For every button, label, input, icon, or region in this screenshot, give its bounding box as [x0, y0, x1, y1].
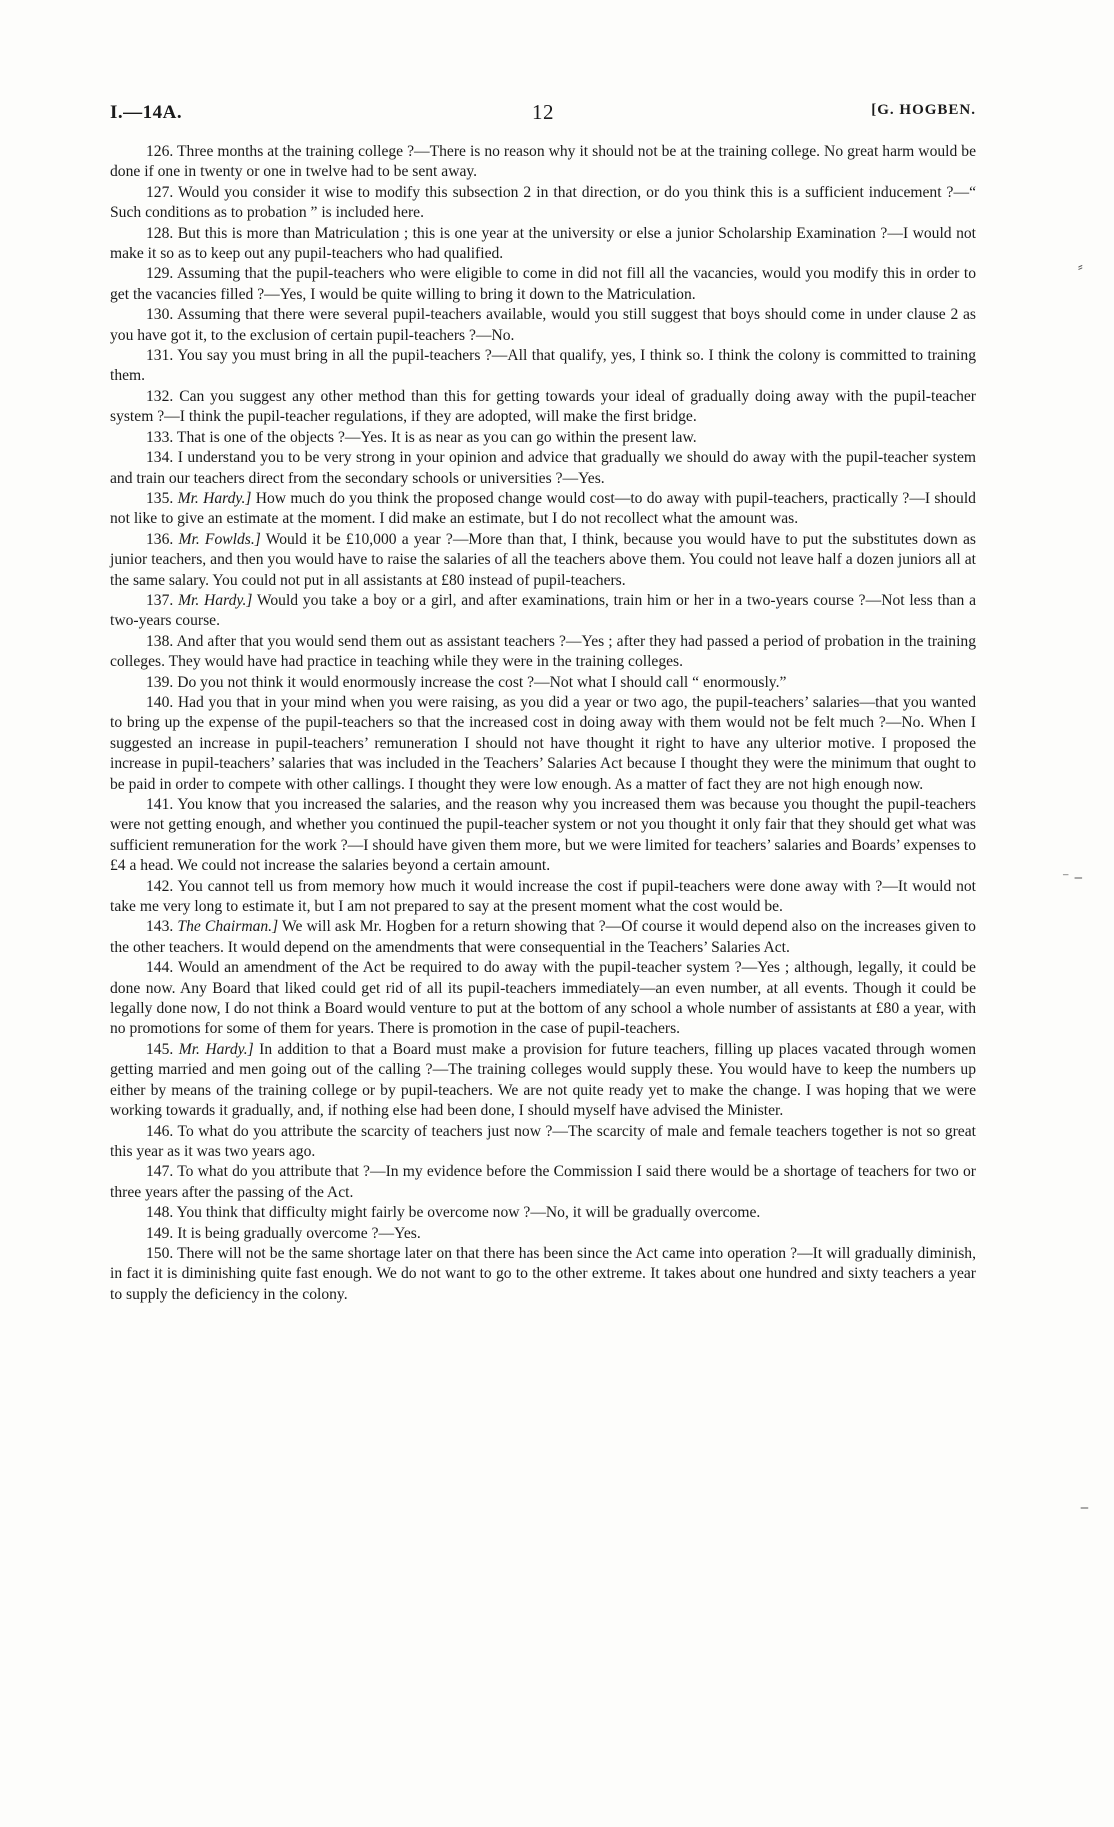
evidence-paragraph	[110, 448, 976, 489]
evidence-body	[110, 142, 976, 1305]
question-number: 139.	[146, 673, 174, 691]
question-number: 128.	[146, 224, 174, 242]
question-number: 126.	[146, 143, 174, 160]
page-number: 12	[532, 100, 554, 124]
question-answer-text: Three months at the training college ?—There is no reason why it should not be at the training college. No great harm would be done if one in twenty or one in twelve had to be sent away.	[110, 143, 976, 181]
question-number: 148.	[146, 1204, 174, 1222]
question-number: 149.	[146, 1224, 174, 1242]
evidence-paragraph	[110, 958, 976, 1040]
question-answer-text: Would an amendment of the Act be required to do away with the pupil-teacher system ?—Yes ; although, legally, it could be done now. Any Board that liked could get rid of all its pupil-teachers immediately—an even number, at all events. Though it could be legally done now, I do not think a Board would venture to put at the bottom of any school a whole number of assistants at £80 a year, with no promotions for some of them for years. There is promotion in the case of pupil-teachers.	[110, 959, 976, 1038]
margin-mark: ⁻ ‒	[1062, 870, 1083, 886]
evidence-paragraph	[110, 428, 976, 448]
question-number: 134.	[146, 449, 174, 467]
question-number: 142.	[146, 877, 174, 895]
margin-mark: ‒	[1080, 1500, 1089, 1516]
question-number: 145.	[146, 1040, 174, 1058]
question-number: 132.	[146, 387, 174, 405]
evidence-paragraph	[110, 1244, 976, 1305]
evidence-paragraph	[110, 795, 976, 877]
document-page	[110, 92, 976, 1305]
margin-mark: ⸗	[1078, 259, 1083, 275]
question-answer-text: Had you that in your mind when you were raising, as you did a year or two ago, the pupil-teachers’ salaries—that you wanted to bring up the expense of the pupil-teachers so that the increased cost in doing away with them would not be felt much ?—No. When I suggested an increase in pupil-teachers’ remuneration I should not have thought it right to have any ulterior motive. I proposed the increase in pupil-teachers’ salaries that was included in the Teachers’ Salaries Act because I thought they were the minimum that ought to be paid in order to compete with other callings. I thought they were low enough. As a matter of fact they are not high enough now.	[110, 693, 977, 793]
question-number: 133.	[146, 428, 174, 446]
question-number: 143.	[146, 918, 174, 936]
evidence-paragraph	[110, 1203, 976, 1223]
question-number: 144.	[146, 959, 174, 977]
question-number: 129.	[146, 265, 174, 283]
evidence-paragraph	[110, 632, 976, 673]
evidence-paragraph	[110, 917, 976, 958]
question-answer-text: Would you consider it wise to modify this subsection 2 in that direction, or do you think this is a sufficient inducement ?—“ Such conditions as to probation ” is included here.	[110, 183, 976, 222]
question-answer-text: How much do you think the proposed change would cost—to do away with pupil-teachers, practically ?—I should not like to give an estimate at the moment. I did make an estimate, but I do not recollect what the amount was.	[110, 489, 976, 528]
evidence-paragraph	[110, 673, 976, 693]
question-answer-text: And after that you would send them out as assistant teachers ?—Yes ; after they had passed a period of probation in the training colleges. They would have had practice in teaching while they were in the training colleges.	[110, 632, 976, 671]
question-answer-text: Assuming that there were several pupil-teachers available, would you still suggest that boys should come in under clause 2 as you have got it, to the exclusion of certain pupil-teachers ?—No.	[110, 306, 976, 344]
question-answer-text: To what do you attribute that ?—In my evidence before the Commission I said there would be a shortage of teachers for two or three years after the passing of the Act.	[110, 1163, 976, 1201]
question-answer-text: Assuming that the pupil-teachers who were eligible to come in did not fill all the vacancies, would you modify this in order to get the vacancies filled ?—Yes, I would be quite willing to bring it down to the Matriculation.	[110, 265, 976, 303]
evidence-paragraph	[110, 183, 976, 224]
question-number: 141.	[146, 796, 174, 813]
question-answer-text: You cannot tell us from memory how much it would increase the cost if pupil-teachers were done away with ?—It would not take me very long to estimate it, but I am not prepared to say at the present moment what the cost would be.	[110, 877, 977, 916]
speaker-name: Mr. Hardy.]	[177, 489, 252, 507]
evidence-paragraph	[110, 1162, 976, 1203]
question-answer-text: You think that difficulty might fairly be overcome now ?—No, it will be gradually overcome.	[176, 1204, 761, 1222]
question-answer-text: In addition to that a Board must make a provision for future teachers, filling up places vacated through women getting married and men going out of the calling ?—The training colleges would supply these. You would have to keep the numbers up either by means of the training college or by pupil-teachers. We are not quite ready yet to make the change. I was hoping that we were working towards it gradually, and, if nothing else had been done, I should myself have advised the Minister.	[110, 1040, 977, 1120]
question-number: 135.	[146, 489, 174, 507]
evidence-paragraph	[110, 1224, 976, 1244]
question-number: 131.	[146, 347, 174, 365]
evidence-paragraph	[110, 387, 976, 428]
evidence-paragraph	[110, 1040, 976, 1122]
question-number: 136.	[146, 530, 174, 548]
question-answer-text: It is being gradually overcome ?—Yes.	[177, 1224, 421, 1242]
evidence-paragraph	[110, 142, 976, 183]
speaker-name: Mr. Fowlds.]	[178, 530, 261, 548]
question-answer-text: To what do you attribute the scarcity of teachers just now ?—The scarcity of male and female teachers together is not so great this year as it was two years ago.	[110, 1122, 976, 1160]
evidence-paragraph	[110, 877, 976, 918]
document-reference: I.—14A.	[110, 102, 183, 123]
evidence-paragraph	[110, 693, 976, 795]
question-answer-text: You say you must bring in all the pupil-teachers ?—All that qualify, yes, I think so. I think the colony is committed to training them.	[110, 347, 976, 385]
speaker-name: The Chairman.]	[177, 918, 279, 936]
evidence-paragraph	[110, 530, 976, 591]
evidence-paragraph	[110, 591, 976, 632]
question-number: 138.	[146, 632, 174, 650]
speaker-name: Mr. Hardy.]	[178, 1040, 254, 1058]
question-answer-text: Would you take a boy or a girl, and after examinations, train him or her in a two-years course ?—Not less than a two-years course.	[110, 591, 977, 630]
question-number: 147.	[146, 1163, 174, 1181]
page-header	[110, 92, 976, 132]
question-answer-text: I understand you to be very strong in your opinion and advice that gradually we should do away with the pupil-teacher system and train our teachers direct from the secondary schools or universities ?—Yes.	[110, 449, 976, 487]
question-number: 150.	[146, 1244, 174, 1262]
question-number: 137.	[146, 591, 174, 609]
question-answer-text: But this is more than Matriculation ; this is one year at the university or else a junior Scholarship Examination ?—I would not make it so as to keep out any pupil-teachers who had qualified.	[110, 224, 976, 263]
speaker-name: Mr. Hardy.]	[178, 591, 253, 609]
evidence-paragraph	[110, 264, 976, 305]
evidence-paragraph	[110, 346, 976, 387]
question-number: 146.	[146, 1122, 174, 1140]
question-answer-text: Can you suggest any other method than this for getting towards your ideal of gradually doing away with the pupil-teacher system ?—I think the pupil-teacher regulations, if they are adopted, will make the first bridge.	[110, 387, 976, 426]
evidence-paragraph	[110, 305, 976, 346]
evidence-paragraph	[110, 1122, 976, 1163]
witness-name: [G. HOGBEN.	[871, 102, 976, 118]
question-number: 127.	[146, 183, 174, 201]
question-answer-text: Do you not think it would enormously increase the cost ?—Not what I should call “ enormously.”	[177, 673, 787, 691]
question-answer-text: That is one of the objects ?—Yes. It is as near as you can go within the present law.	[176, 428, 697, 446]
evidence-paragraph	[110, 224, 976, 265]
question-answer-text: There will not be the same shortage later on that there has been since the Act came into operation ?—It will gradually diminish, in fact it is diminishing quite fast enough. We do not want to go to the other extreme. It takes about one hundred and sixty teachers a year to supply the deficiency in the colony.	[110, 1244, 976, 1303]
question-answer-text: We will ask Mr. Hogben for a return showing that ?—Of course it would depend also on the increases given to the other teachers. It would depend on the amendments that were consequential in the Teachers’ Salaries Act.	[110, 918, 976, 956]
evidence-paragraph	[110, 489, 976, 530]
question-answer-text: Would it be £10,000 a year ?—More than that, I think, because you would have to put the substitutes down as junior teachers, and then you would have to raise the salaries of all the teachers above them. You could not leave half a dozen juniors all at the same salary. You could not put in all assistants at £80 instead of pupil-teachers.	[110, 530, 976, 589]
question-answer-text: You know that you increased the salaries, and the reason why you increased them was because you thought the pupil-teachers were not getting enough, and whether you continued the pupil-teacher system or not you thought it only fair that they should get what was sufficient remuneration for the work ?—I should have given them more, but we were limited for teachers’ salaries and Boards’ expenses to £4 a head. We could not increase the salaries beyond a certain amount.	[110, 796, 976, 875]
question-number: 130.	[146, 306, 174, 324]
question-number: 140.	[146, 693, 174, 711]
